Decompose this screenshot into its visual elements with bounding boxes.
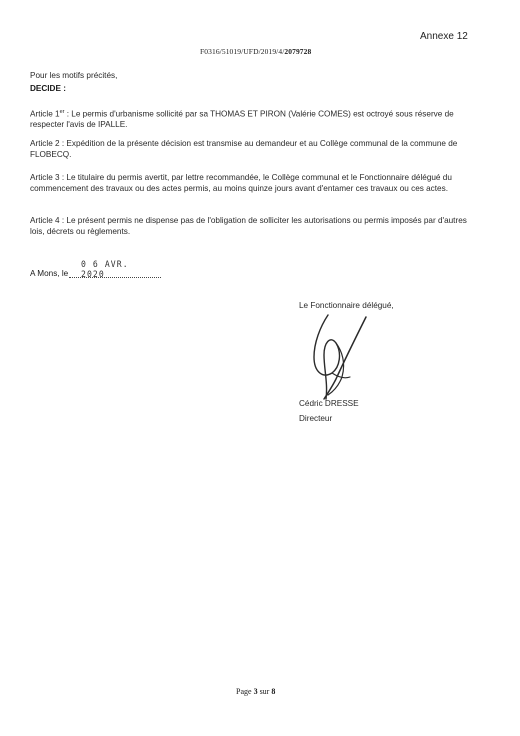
- signature-drawing: [284, 313, 374, 405]
- decide-heading: DECIDE :: [30, 84, 66, 93]
- page-number: [236, 687, 275, 696]
- handwritten-signature: [284, 313, 374, 410]
- article-2: Article 2 : Expédition de la présente décision est transmise au demandeur et au Collège communal de la commune de FLOBECQ.: [30, 139, 458, 159]
- signatory-role: Directeur: [299, 414, 333, 423]
- signatory-name: Cédric DRESSE: [299, 399, 359, 408]
- date-prefix: A Mons, le: [30, 269, 69, 278]
- article-1-text: : Le permis d'urbanisme sollicité par sa THOMAS ET PIRON (Valérie COMES) est octroyé sous réserve de respecter l'avis de IPALLE.: [30, 109, 454, 130]
- signatory-title: Le Fonctionnaire délégué,: [299, 301, 394, 310]
- article-1: [30, 107, 482, 131]
- article-3: Article 3 : Le titulaire du permis avertit, par lettre recommandée, le Collège communal et le Fonctionnaire délégué du commencement des travaux ou des actes permis, au moins quinze jours avant d'entamer ces travaux ou ces actes.: [30, 173, 452, 193]
- page-total: 8: [271, 687, 276, 696]
- reference-prefix: F0316/51019/UFD/2019/4/: [200, 47, 285, 56]
- date-stamp: 0 6 AVR. 2020: [81, 260, 129, 280]
- intro-text: Pour les motifs précités,: [30, 71, 118, 80]
- article-1-label: Article 1: [30, 109, 60, 119]
- annex-label: Annexe 12: [420, 31, 468, 42]
- article-1-sup: er: [59, 109, 65, 115]
- page-current: 3: [253, 687, 258, 696]
- reference-number: [200, 47, 311, 56]
- date-dotted-line: [69, 260, 161, 280]
- article-4: Article 4 : Le présent permis ne dispense pas de l'obligation de solliciter les autorisations ou permis imposés par d'autres lois, décrets ou règlements.: [30, 216, 467, 236]
- page-separator: sur: [257, 687, 272, 696]
- page-prefix: Page: [236, 687, 254, 696]
- reference-id: 2079728: [284, 47, 312, 56]
- date-line: [30, 260, 161, 280]
